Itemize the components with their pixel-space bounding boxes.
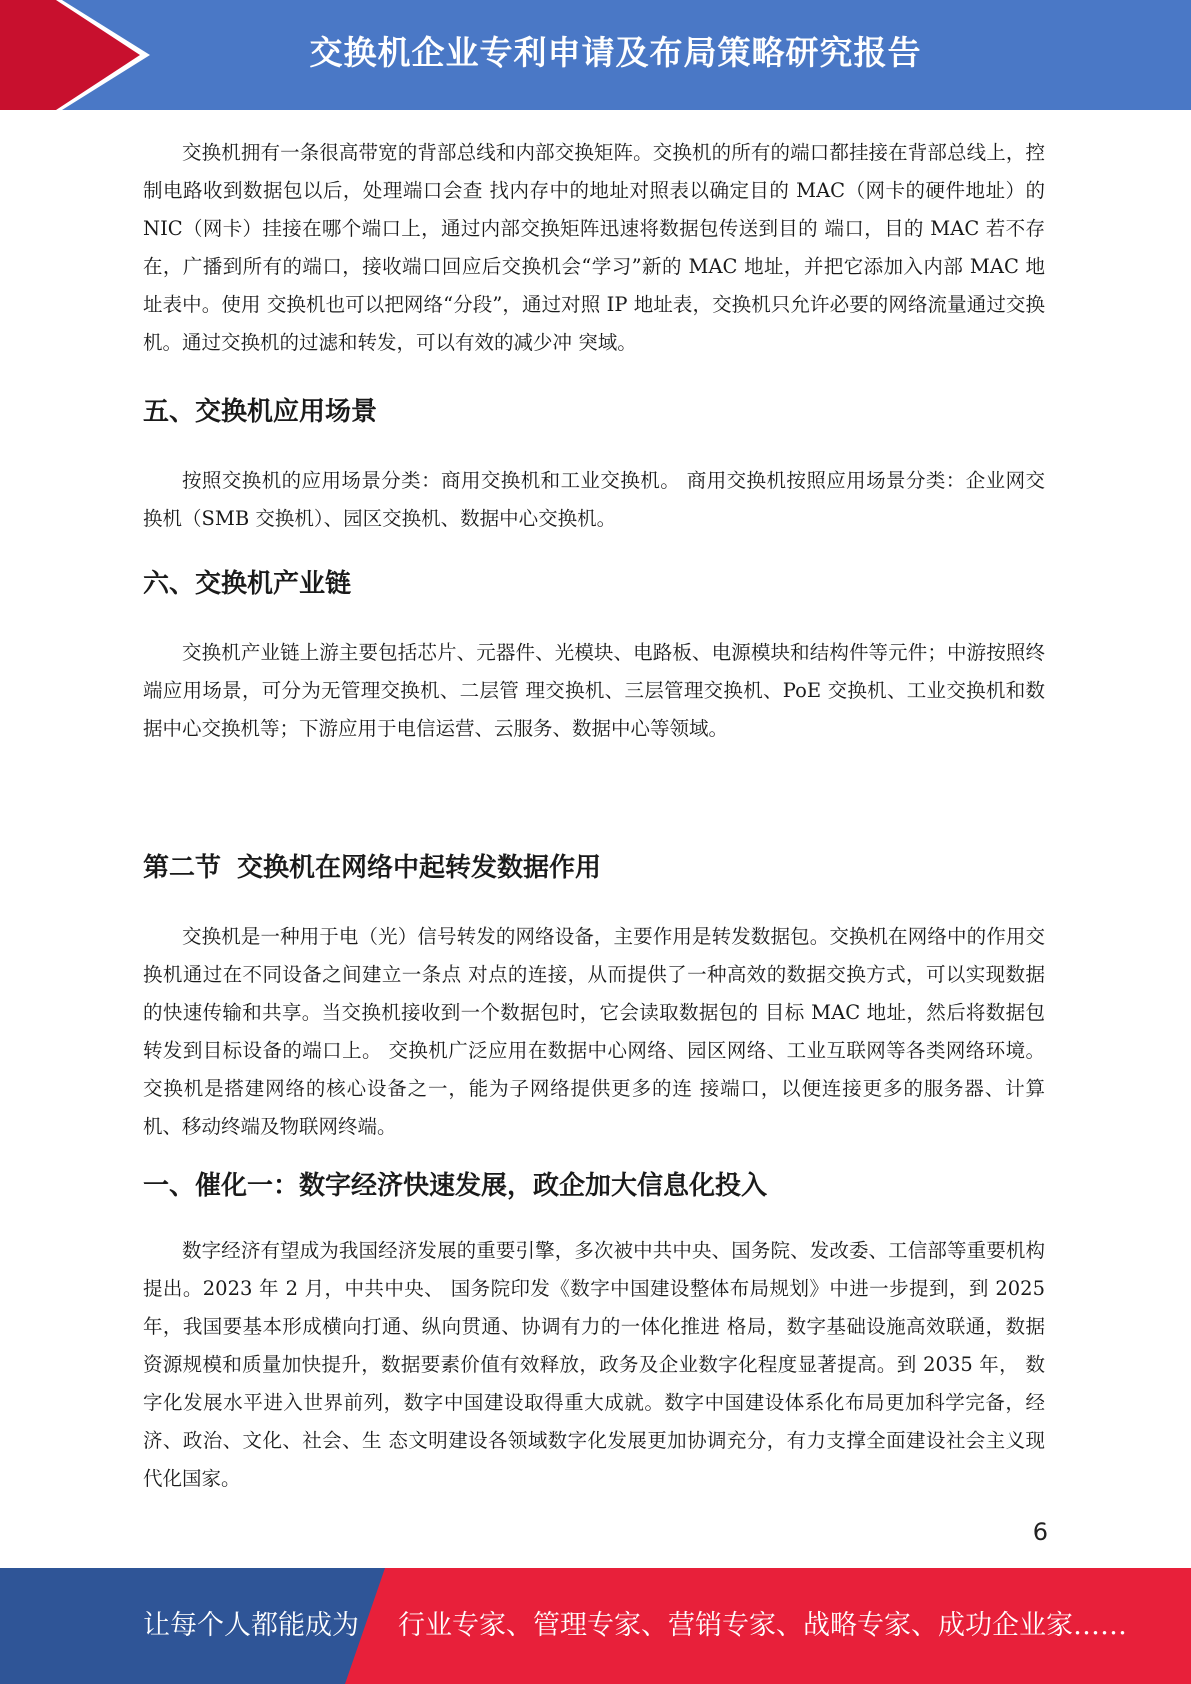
heading-industry-chain: 六、交换机产业链 [143,569,352,599]
paragraph-industry-chain: 交换机产业链上游主要包括芯片、元器件、光模块、电路板、电源模块和结构件等元件；中游按照终端应用场景，可分为无管理交换机、二层管 理交换机、三层管理交换机、PoE 交换机、工业交换机和数据中心交换机等；下游应用于电信运营、云服务、数据中心等领域。 [143,641,1045,740]
page-header [0,0,1191,110]
page-content [143,134,1045,1498]
footer-slogan-right: 行业专家、管理专家、营销专家、战略专家、成功企业家…… [398,1610,1127,1641]
paragraph-digital-economy: 数字经济有望成为我国经济发展的重要引擎，多次被中共中央、国务院、发改委、工信部等重要机构提出。2023 年 2 月，中共中央、 国务院印发《数字中国建设整体布局规划》中进一步提到，到 2025 年，我国要基本形成横向打通、纵向贯通、协调有力的一体化推进 格局，数字基础设施高效联通，数据资源规模和质量加快提升，数据要素价值有效释放，政务及企业数字化程度显著提高。到 2035 年， 数字化发展水平进入世界前列，数字中国建设取得重大成就。数字中国建设体系化布局更加科学完备，经济、政治、文化、社会、生 态文明建设各领域数字化发展更加协调充分，有力支撑全面建设社会主义现代化国家。 [143,1239,1045,1490]
section-heading [143,848,1045,888]
page-number: 6 [1032,1518,1048,1546]
heading-catalyst-one: 一、催化一：数字经济快速发展，政企加大信息化投入 [143,1171,768,1201]
paragraph-switch-architecture: 交换机拥有一条很高带宽的背部总线和内部交换矩阵。交换机的所有的端口都挂接在背部总线上，控制电路收到数据包以后，处理端口会查 找内存中的地址对照表以确定目的 MAC（网卡的硬件地址）的 NIC（网卡）挂接在哪个端口上，通过内部交换矩阵迅速将数据包传送到目的 端口，目的 MAC 若不存在，广播到所有的端口，接收端口回应后交换机会“学习”新的 MAC 地址，并把它添加入内部 MAC 地址表中。使用 交换机也可以把网络“分段”，通过对照 IP 地址表，交换机只允许必要的网络流量通过交换机。通过交换机的过滤和转发，可以有效的减少冲 突域。 [143,141,1045,354]
report-title: 交换机企业专利申请及布局策略研究报告 [309,33,922,72]
paragraph-forwarding-role: 交换机是一种用于电（光）信号转发的网络设备，主要作用是转发数据包。交换机在网络中的作用交换机通过在不同设备之间建立一条点 对点的连接，从而提供了一种高效的数据交换方式，可以实现数据的快速传输和共享。当交换机接收到一个数据包时，它会读取数据包的 目标 MAC 地址，然后将数据包转发到目标设备的端口上。 交换机广泛应用在数据中心网络、园区网络、工业互联网等各类网络环境。交换机是搭建网络的核心设备之一，能为子网络提供更多的连 接端口，以便连接更多的服务器、计算机、移动终端及物联网终端。 [143,925,1045,1138]
page-footer [0,1568,1191,1684]
section-title: 交换机在网络中起转发数据作用 [237,853,602,883]
header-arrow-decoration [0,0,160,110]
section-number: 第二节 [143,853,222,883]
footer-slogan-left: 让每个人都能成为 [143,1610,359,1641]
paragraph-application-scenarios: 按照交换机的应用场景分类：商用交换机和工业交换机。 商用交换机按照应用场景分类：企业网交换机（SMB 交换机）、园区交换机、数据中心交换机。 [143,469,1045,530]
heading-application-scenarios: 五、交换机应用场景 [143,397,378,427]
